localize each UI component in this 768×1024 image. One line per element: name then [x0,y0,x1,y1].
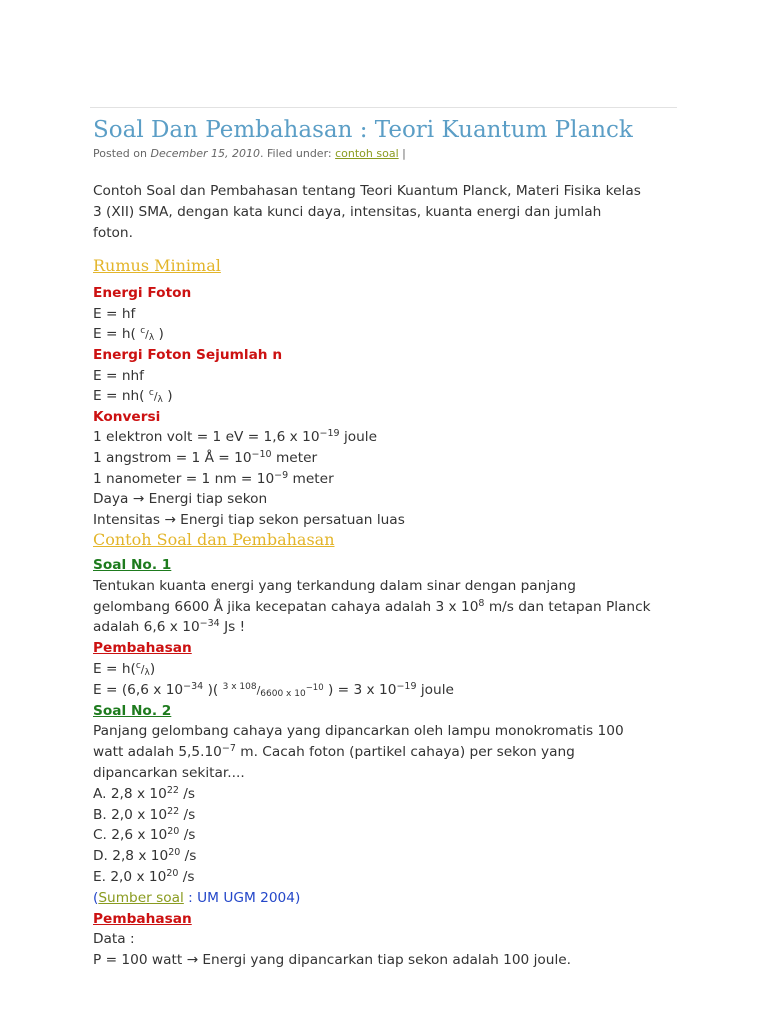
exponent: −19 [396,680,417,692]
intro-line: 3 (XII) SMA, dengan kata kunci daya, intensitas, kuanta energi dan jumlah [93,204,602,220]
exponent: −19 [319,428,340,440]
post-date: December 15, 2010 [150,147,260,160]
intro-line: foton. [93,225,133,241]
fraction-slash: / [153,390,158,404]
exponent: −9 [274,469,289,481]
energi-foton-heading: Energi Foton [93,285,192,301]
soal-2-pembahasan-line [93,909,651,930]
fraction-numerator: 3 x 108 [222,681,257,692]
fraction-denominator: λ [144,667,150,678]
denominator-text: 6600 x 10 [260,688,306,699]
source-link[interactable]: Sumber soal [98,889,184,906]
soal-1-question-line [93,597,651,618]
conversion-nanometer [93,469,405,490]
conversion-text: 1 elektron volt = 1 eV = 1,6 x 10 [93,429,320,446]
soal-1-solution-line [93,680,651,701]
option-unit: /s [180,848,197,865]
exponent: −10 [305,682,324,693]
soal-1-label: Soal No. 1 [93,557,172,573]
exponent: 20 [167,826,180,838]
post-title: Soal Dan Pembahasan : Teori Kuantum Planck [93,117,633,143]
soal-2-question-line [93,742,651,763]
intro-line: Contoh Soal dan Pembahasan tentang Teori Kuantum Planck, Materi Fisika kelas [93,183,641,199]
answer-option-c [93,825,651,846]
option-unit: /s [178,868,195,885]
soal-1-label-line [93,555,651,576]
question-text: m. Cacah foton (partikel cahaya) per sekon yang [235,744,575,761]
soal-1-question-line [93,617,651,638]
question-text: Js ! [219,619,246,636]
option-text: B. 2,0 x 10 [93,806,168,823]
option-unit: /s [179,806,196,823]
post-meta [93,146,406,162]
definition-daya: Daya → Energi tiap sekon [93,491,268,508]
conversion-angstrom [93,448,405,469]
equation-e-hf: E = hf [93,305,136,322]
equation-text: E = h( [93,326,141,343]
contoh-soal-section [93,555,651,971]
exponent: −7 [221,743,236,755]
option-text: A. 2,8 x 10 [93,785,167,802]
soal-2-label-line [93,701,651,722]
definition-intensitas: Intensitas → Energi tiap sekon persatuan luas [93,512,405,529]
question-text: adalah 6,6 x 10 [93,619,200,636]
question-text: m/s dan tetapan Planck [484,598,651,615]
conversion-text: 1 nanometer = 1 nm = 10 [93,470,275,487]
option-unit: /s [178,785,195,802]
conversion-ev [93,427,405,448]
equation-text: E = (6,6 x 10 [93,681,184,698]
soal-2-question-line: Panjang gelombang cahaya yang dipancarkan oleh lampu monokromatis 100 [93,723,624,740]
equation-e-nh-c-lambda [93,386,405,407]
filed-under-label: . Filed under: [260,147,336,160]
conversion-unit: meter [288,470,334,487]
fraction-slash: / [140,662,145,676]
fraction-numerator: c [148,388,154,399]
equation-text: E = h( [93,660,136,677]
exponent: −34 [199,618,220,630]
fraction-slash: / [256,683,261,697]
equation-text: joule [416,681,454,698]
source-line [93,888,651,909]
answer-option-a [93,784,651,805]
option-unit: /s [179,827,196,844]
fraction-denominator: λ [148,333,155,344]
rumus-minimal-heading: Rumus Minimal [93,256,221,275]
intro-paragraph [93,181,641,244]
soal-2-question-line: dipancarkan sekitar.... [93,764,245,781]
exponent: 20 [168,847,181,859]
conversion-unit: meter [271,450,318,467]
konversi-heading: Konversi [93,408,161,425]
conversion-unit: joule [339,429,378,446]
data-label: Data : [93,931,135,948]
answer-option-d [93,846,651,867]
energi-foton-n-heading: Energi Foton Sejumlah n [93,346,283,363]
option-text: E. 2,0 x 10 [93,868,167,885]
equation-e-nhf: E = nhf [93,367,144,384]
fraction-numerator: c [135,660,141,671]
category-link[interactable]: contoh soal [335,147,399,160]
exponent: −34 [183,680,204,692]
source-open-paren: ( [93,889,99,906]
exponent: 20 [166,867,179,879]
option-text: D. 2,8 x 10 [93,848,169,865]
rumus-section [93,283,405,531]
fraction-numerator: c [140,326,146,337]
equation-text: )( [203,681,223,698]
fraction-denominator: λ [157,395,163,406]
header-divider [90,107,677,108]
equation-text: ) [162,388,173,405]
soal-1-pembahasan-line [93,638,651,659]
equation-text: ) [154,326,164,343]
equation-text: ) = 3 x 10 [323,681,397,698]
answer-option-e [93,867,651,888]
equation-text: E = nh( [93,388,149,405]
equation-e-h-c-lambda [93,324,405,345]
conversion-text: 1 angstrom = 1 Å = 10 [93,450,252,467]
exponent: 8 [478,597,485,609]
question-text: watt adalah 5,5.10 [93,744,222,761]
equation-text: ) [149,660,156,677]
contoh-soal-heading: Contoh Soal dan Pembahasan [93,530,335,549]
soal-1-solution-line [93,659,651,680]
soal-2-label: Soal No. 2 [93,702,172,719]
question-text: gelombang 6600 Å jika kecepatan cahaya adalah 3 x 10 [93,598,479,615]
data-power-line: P = 100 watt → Energi yang dipancarkan tiap sekon adalah 100 joule. [93,952,572,969]
answer-option-b [93,805,651,826]
exponent: −10 [251,449,272,461]
posted-on-label: Posted on [93,147,151,160]
meta-separator: | [398,147,406,160]
exponent: 22 [166,784,179,796]
pembahasan-label: Pembahasan [93,640,192,657]
pembahasan-label: Pembahasan [93,910,192,927]
option-text: C. 2,6 x 10 [93,827,168,844]
exponent: 22 [167,805,180,817]
source-text: : UM UGM 2004) [183,889,301,906]
soal-1-question-line: Tentukan kuanta energi yang terkandung dalam sinar dengan panjang [93,577,576,594]
fraction-slash: / [145,328,149,342]
fraction-denominator [260,682,324,699]
